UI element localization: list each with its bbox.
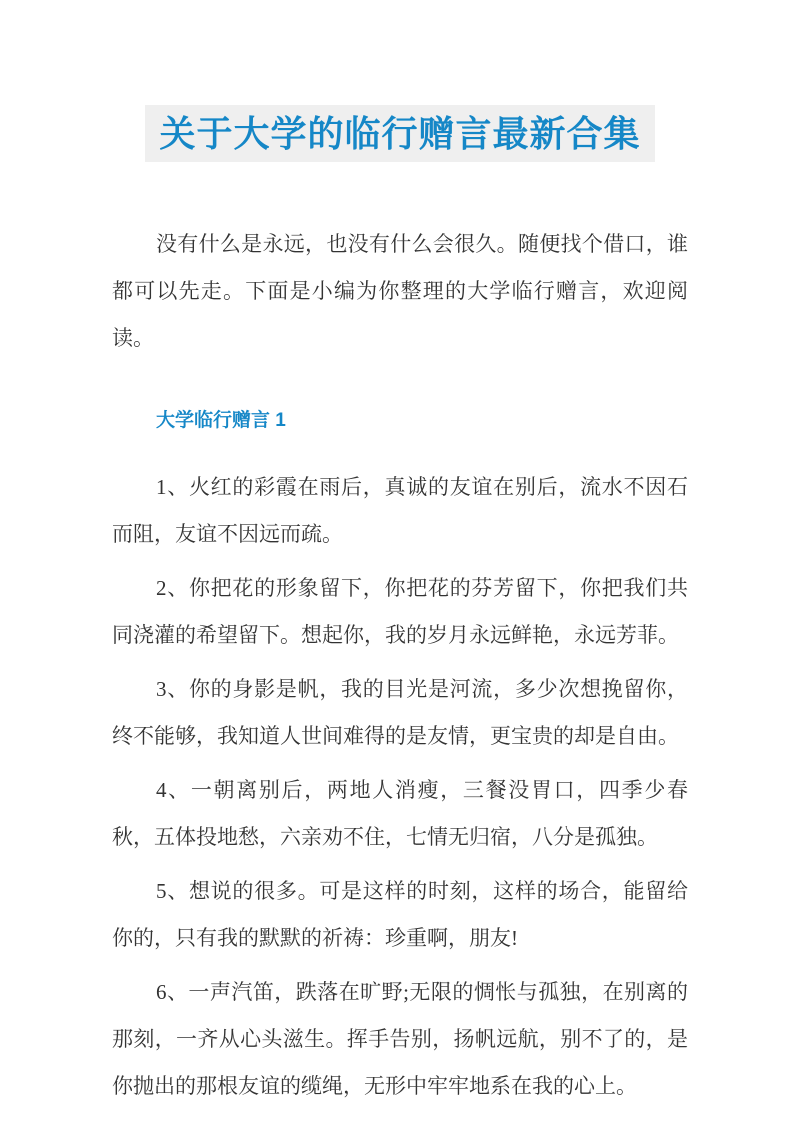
quote-paragraph-3: 3、你的身影是帆，我的目光是河流，多少次想挽留你，终不能够，我知道人世间难得的是友情，更宝贵的却是自由。	[112, 677, 688, 748]
quote-paragraph-4: 4、一朝离别后，两地人消瘦，三餐没胃口，四季少春秋，五体投地愁，六亲劝不住，七情无归宿，八分是孤独。	[112, 778, 688, 849]
page-title-text: 关于大学的临行赠言最新合集	[145, 105, 654, 162]
quote-paragraph-5: 5、想说的很多。可是这样的时刻，这样的场合，能留给你的，只有我的默默的祈祷：珍重啊，朋友!	[112, 879, 688, 950]
intro-paragraph: 没有什么是永远，也没有什么会很久。随便找个借口，谁都可以先走。下面是小编为你整理的大学临行赠言，欢迎阅读。	[112, 232, 688, 350]
page-title	[112, 104, 688, 165]
quote-paragraph-2: 2、你把花的形象留下，你把花的芬芳留下，你把我们共同浇灌的希望留下。想起你，我的岁月永远鲜艳，永远芳菲。	[112, 576, 688, 647]
quote-paragraph-6: 6、一声汽笛，跌落在旷野;无限的惆怅与孤独，在别离的那刻，一齐从心头滋生。挥手告别，扬帆远航，别不了的，是你抛出的那根友谊的缆绳，无形中牢牢地系在我的心上。	[112, 980, 688, 1098]
section-heading: 大学临行赠言 1	[156, 410, 286, 431]
quote-paragraph-1: 1、火红的彩霞在雨后，真诚的友谊在别后，流水不因石而阻，友谊不因远而疏。	[112, 475, 688, 546]
